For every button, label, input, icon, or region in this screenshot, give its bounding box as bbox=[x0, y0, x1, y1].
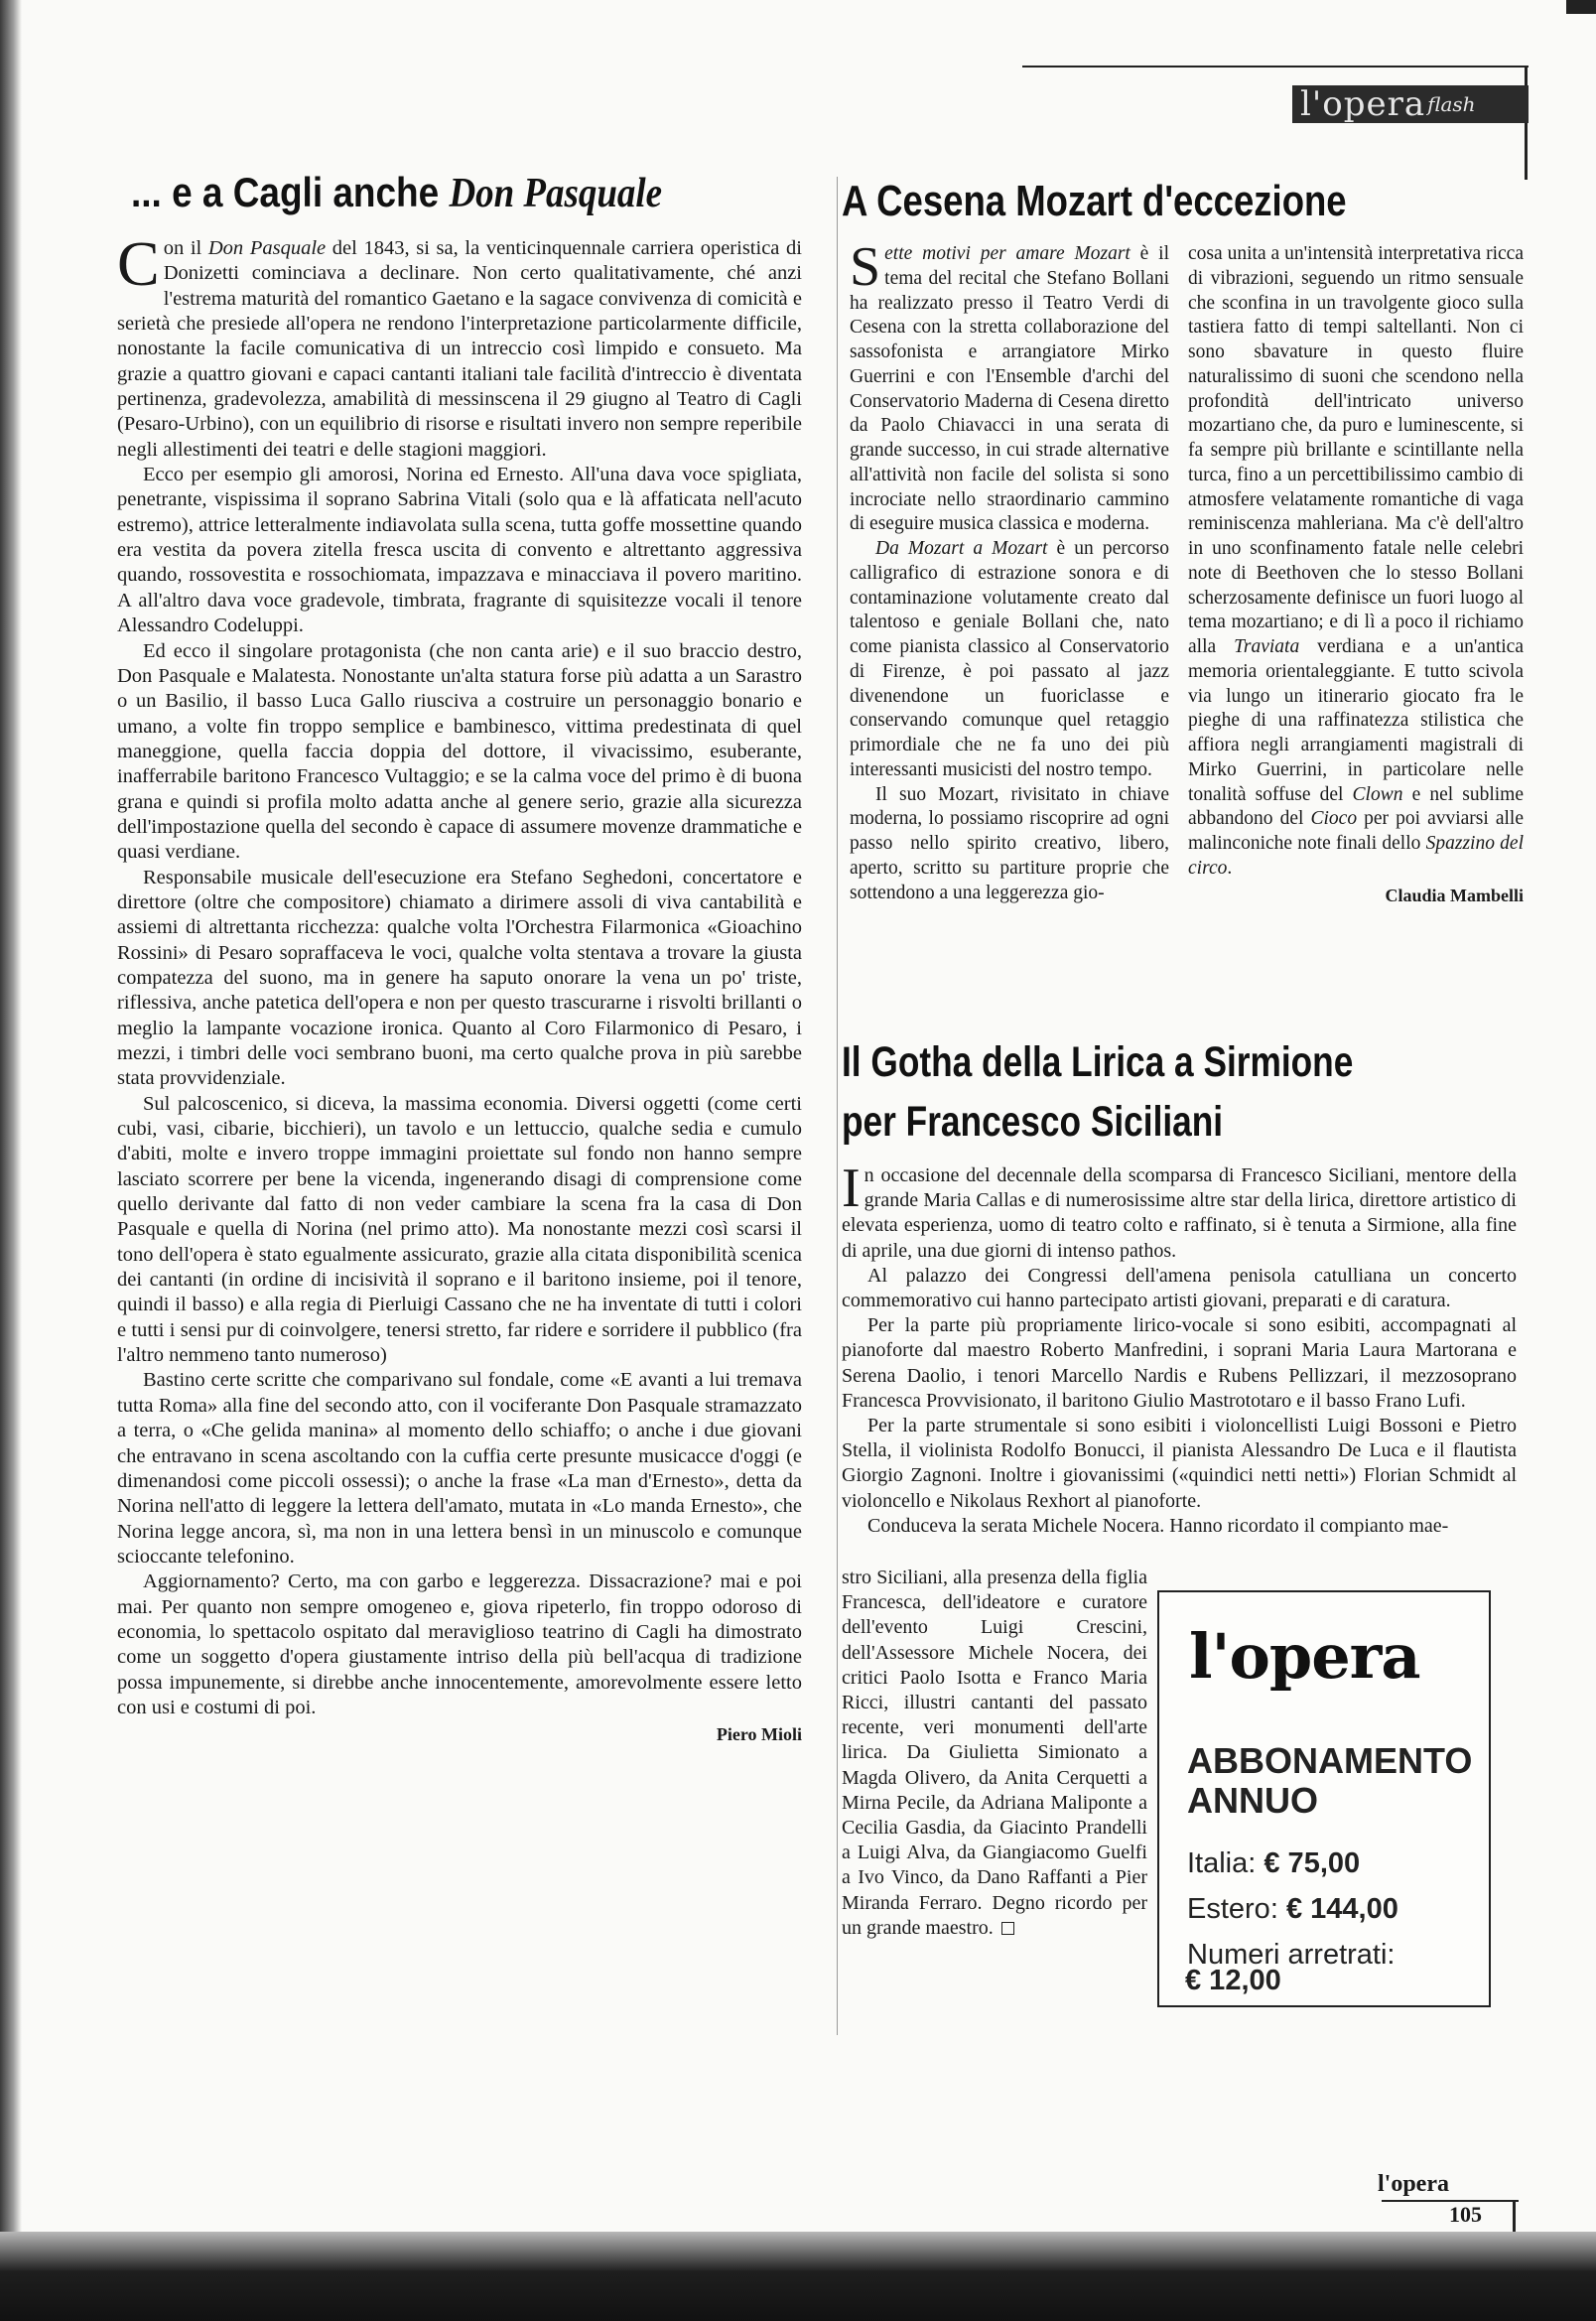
article1-paragraph: Con il Don Pasquale del 1843, si sa, la venticinquennale carriera operistica di Donizetti cominciava a declinare. Non certo qualitativamente, ché anzi l'estrema maturità del romantico Gaetano e la sagace convivenza di comicità e serietà che presiede all'opera ne rendono l'interpretazione particolarmente difficile, nonostante la facile comunicativa di un intreccio così limpido e consueto. Ma grazie a quattro giovani e capaci cantanti italiani tale facilità d'intreccio è diventata pertinenza, gradevolezza, amabilità di messinscena il 29 giugno al Teatro di Cagli (Pesaro-Urbino), con un equilibrio di risorse e risultati invero non sempre reperibile negli allestimenti dei teatri e delle stagioni maggiori. bbox=[117, 228, 802, 461]
section-brand bbox=[1292, 85, 1529, 123]
article3-continued bbox=[842, 1566, 1147, 1941]
end-mark-icon bbox=[1001, 1922, 1014, 1935]
brand-section: flash bbox=[1427, 92, 1476, 116]
article1-paragraph: Responsabile musicale dell'esecuzione era Stefano Seghedoni, concertatore e direttore (oltre che compositore) chiamato a dirimere assoli di viva cantabilità e assiemi di altrettanta ricchezza: qualche volta l'Orchestra Filarmonica «Gioachino Rossini» di Pesaro sopraffaceva le voci, qualche volta stentava a trovare la giusta compatezza del suono, ma in genere ha saputo onorare la vena un po' triste, riflessiva, anche patetica dell'opera e non per questo trascurarne i risvolti brillanti o meglio la lampante vocazione ironica. Quanto al Coro Filarmonico di Pesaro, i mezzi, i timbri delle voci sembrano buoni, ma certo qualche prova in più sarebbe stata provvidenziale. bbox=[117, 866, 802, 1090]
header-rule bbox=[1022, 66, 1529, 68]
ad-back-issues-price: € 12,00 bbox=[1185, 1965, 1281, 1996]
article1-paragraph: Ed ecco il singolare protagonista (che non canta arie) e il suo braccio destro, Don Pasquale e Malatesta. Nonostante un'alta statura forse più adatta a un Sarastro o un Basilio, il basso Luca Gallo riusciva a costruire un personaggio bonario e umano, a volte fin troppo semplice e bambinesco, vittima predestinata di quel maneggione, quella faccia doppia del dottore, il vivacissimo, esuberante, inafferrabile baritono Francesco Vultaggio; e se la calma voce del primo è di buona grana e quindi si profila molto adatta anche al genere serio, grazie alla sicurezza dell'impostazione quella del secondo è capace di assumere movenze drammatiche e quasi verdiane. bbox=[117, 639, 802, 864]
drop-cap: S bbox=[850, 236, 881, 298]
article3-body bbox=[842, 1158, 1517, 1539]
ad-price-italia: Italia: € 75,00 bbox=[1187, 1847, 1361, 1879]
article2-column-1 bbox=[850, 236, 1169, 905]
drop-cap: I bbox=[842, 1158, 861, 1219]
article2-paragraph: Sette motivi per amare Mozart è il tema del recital che Stefano Bollani ha realizzato presso il Teatro Verdi di Cesena con la stretta collaborazione del sassofonista e arrangiatore Mirko Guerrini e con l'Ensemble d'archi del Conservatorio Maderna di Cesena diretto da Paolo Chiavacci in una serata di grande successo, in cui strade alternative all'attività non facile del solista si sono incrociate nello straordinario cammino di eseguire musica classica e moderna. bbox=[850, 236, 1169, 535]
ad-title: ABBONAMENTO ANNUO bbox=[1187, 1740, 1473, 1821]
subscription-ad bbox=[1157, 1590, 1491, 2007]
footer-magazine-name: l'opera bbox=[1378, 2171, 1449, 2197]
article3-title-line1: Il Gotha della Lirica a Sirmione bbox=[842, 1038, 1354, 1086]
drop-cap: C bbox=[117, 228, 160, 299]
article2-paragraph: Il suo Mozart, rivisitato in chiave moderna, lo possiamo riscoprire ad ogni passo nello spirito creativo, libero, aperto, scritto su partiture proprie che sottendono a una leggerezza gio- bbox=[850, 783, 1169, 903]
article1-body bbox=[117, 228, 802, 1748]
binding-shadow bbox=[0, 0, 22, 2321]
scan-corner bbox=[1566, 0, 1596, 14]
article2-byline: Claudia Mambelli bbox=[1385, 885, 1524, 905]
page-number: 105 bbox=[1449, 2202, 1482, 2227]
article1-paragraph: Aggiornamento? Certo, ma con garbo e leggerezza. Dissacrazione? mai e poi mai. Per quanto non sempre omogeneo e, giova ripeterlo, fin troppo odoroso di economia, lo spettacolo ospitato dal meraviglioso teatrino di Cagli ha dimostrato come un soggetto d'opera giustamente intriso della più bell'acqua di tradizione possa impunemente, si direbbe anche innocentemente, amorevolmente essere letto con usi e costumi di poi. bbox=[117, 1570, 802, 1718]
article2-paragraph: cosa unita a un'intensità interpretativa ricca di vibrazioni, seguendo un ritmo sensuale che sconfina in un travolgente gioco sulla tastiera fatto di tempi saltellanti. Non ci sono sbavature in questo fluire naturalissimo di suoni che scendono nella profondità dell'intricato universo mozartiano che, da puro e luminescente, si fa sempre più brillante e scintillante nella turca, fino a un percettibilissimo cambio di atmosfere velatamente romantiche di vaga reminiscenza mahleriana. Ma c'è dell'altro in uno sconfinamento fatale nelle celebri note di Beethoven che lo stesso Bollani scherzosamente definisce un fuori luogo al tema mozartiano; e di lì a poco il richiamo alla Traviata verdiana e a un'antica memoria orientaleggiante. E tutto scivola via lungo un itinerario giocato fra le pieghe di una raffinatezza stilistica che affiora negli arrangiamenti magistrali di Mirko Guerrini, in particolare nelle tonalità soffuse del Clown e nel sublime abbandono del Cioco per poi avviarsi alle malinconiche note finali dello Spazzino del circo. bbox=[1188, 243, 1524, 879]
article3-paragraph: Per la parte più propriamente lirico-vocale si sono esibiti, accompagnati al pianoforte dal maestro Roberto Manfredini, i soprani Maria Laura Martorana e Serena Daolio, i tenori Marcello Nardis e Rubens Pellizzari, il mezzosoprano Francesca Provvisionato, il baritono Giulio Mastrototaro e il basso Frano Lufi. bbox=[842, 1314, 1517, 1412]
article1-paragraph: Ecco per esempio gli amorosi, Norina ed Ernesto. All'una dava voce spigliata, penetrante, vispissima il soprano Sabrina Vitali (solo qua e là affaticata nell'acuto estremo), attrice letteralmente indiavolata sulla scena, tutta goffe mossettine quando era vestita da povera zitella fresca uscita di convento e altrettanto aggressiva quando, rossovestita e rossochiomata, impazzava e minacciava il povero maritino. A all'altro dava voce gradevole, timbrata, fragrante di squisitezze vocali il tenore Alessandro Codeluppi. bbox=[117, 464, 802, 637]
article3-paragraph: Al palazzo dei Congressi dell'amena penisola catulliana un concerto commemorativo cui hanno partecipato artisti giovani, preparati e di caratura. bbox=[842, 1264, 1517, 1312]
article3-paragraph: In occasione del decennale della scomparsa di Francesco Siciliani, mentore della grande Maria Callas e di numerosissime altre star della lirica, direttore artistico di elevata esperienza, uomo di teatro colto e raffinato, si è tenuta a Sirmione, alla fine di aprile, una due giorni di intenso pathos. bbox=[842, 1158, 1517, 1262]
article3-paragraph: Conduceva la serata Michele Nocera. Hanno ricordato il compianto mae- bbox=[867, 1514, 1449, 1537]
article2-paragraph: Da Mozart a Mozart è un percorso calligrafico di estrazione sonora e di contaminazione volutamente creato dal talentoso e geniale Bollani che, nato come pianista classico al Conservatorio di Firenze, è poi passato al jazz divenendone un fuoriclasse e conservando comunque quel retaggio primordiale che ne fa uno dei più interessanti musicisti del nostro tempo. bbox=[850, 538, 1169, 780]
article3-title-line2: per Francesco Siciliani bbox=[842, 1098, 1224, 1146]
ad-price-estero: Estero: € 144,00 bbox=[1187, 1893, 1398, 1925]
column-divider bbox=[837, 177, 838, 2035]
scan-bottom-shadow bbox=[0, 2232, 1596, 2321]
brand-name: l'opera bbox=[1300, 84, 1426, 124]
article1-title: ... e a Cagli anche Don Pasquale bbox=[131, 169, 663, 216]
article2-title: A Cesena Mozart d'eccezione bbox=[842, 177, 1347, 225]
article1-paragraph: Sul palcoscenico, si diceva, la massima economia. Diversi oggetti (come certi cubi, vasi, cibarie, bicchieri), un tavolo e un lettuccio, qualche sedia e cumulo d'abiti, molte e invero troppe immagini proiettate sul fondo non hanno sempre lasciato scorrere per bene la vicenda, ingenerando disagi di comprensione come quello derivante dal fatto di non veder cambiare la scena fra la casa di Don Pasquale e quella di Norina (nel primo atto). Ma nonostante mezzi così scarsi il tono dell'opera è stato egualmente assicurato, grazie alla citata disponibilità scenica dei cantanti (in ordine di incisività il soprano e il baritono insieme, poi il tenore, quindi il basso) e alla regia di Pierluigi Cassano che ne ha inventate di tutti i colori e tutti i sensi pur di coinvolgere, tenersi stretto, far ridere e sorridere il pubblico (fra l'altro nemmeno tanto numeroso) bbox=[117, 1092, 802, 1367]
article2-column-2 bbox=[1188, 242, 1524, 907]
article3-paragraph: Per la parte strumentale si sono esibiti i violoncellisti Luigi Bossoni e Pietro Stella, il violinista Rodolfo Bonucci, il pianista Alessandro De Luca e il flautista Giorgio Zagnoni. Inoltre i giovanissimi («quindici netti netti») Florian Schmidt al violoncello e Nikolaus Rexhort al pianoforte. bbox=[842, 1415, 1517, 1512]
article3-paragraph: stro Siciliani, alla presenza della figlia Francesca, dell'ideatore e curatore dell'evento Luigi Crescini, dell'Assessore Michele Nocera, dei critici Paolo Isotta e Franco Maria Ricci, illustri cantanti del passato recente, veri monumenti dell'arte lirica. Da Giulietta Simionato a Magda Olivero, da Anita Cerquetti a Mirna Pecile, da Adriana Maliponte a Cecilia Gasdia, da Giacinto Prandelli a Luigi Alva, da Giangiacomo Guelfi a Ivo Vinco, da Dano Raffanti a Pier Miranda Ferraro. Degno ricordo per un grande maestro. bbox=[842, 1567, 1147, 1939]
ad-back-issues: Numeri arretrati: bbox=[1187, 1939, 1396, 1971]
article1-byline: Piero Mioli bbox=[716, 1724, 802, 1745]
article1-paragraph: Bastino certe scritte che comparivano sul fondale, come «E avanti a lui tremava tutta Roma» alla fine del secondo atto, con il vociferante Don Pasquale stramazzato a terra, o «Che gelida manina» al momento dello schiaffo; o anche i due giovani che entravano in scena ascoltando con la cuffia certe presunte musicacce d'oggi (e dimenandosi come piccoli ossessi); o anche la frase «La man d'Ernesto», detta da Norina nell'atto di leggere la lettera dell'amato, mutata in «Lo manda Ernesto», che Norina legge ancora, sì, ma non in una lettera bensì in un minuscolo e comunque scioccante telefonino. bbox=[117, 1369, 802, 1568]
ad-logo: l'opera bbox=[1189, 1620, 1420, 1693]
